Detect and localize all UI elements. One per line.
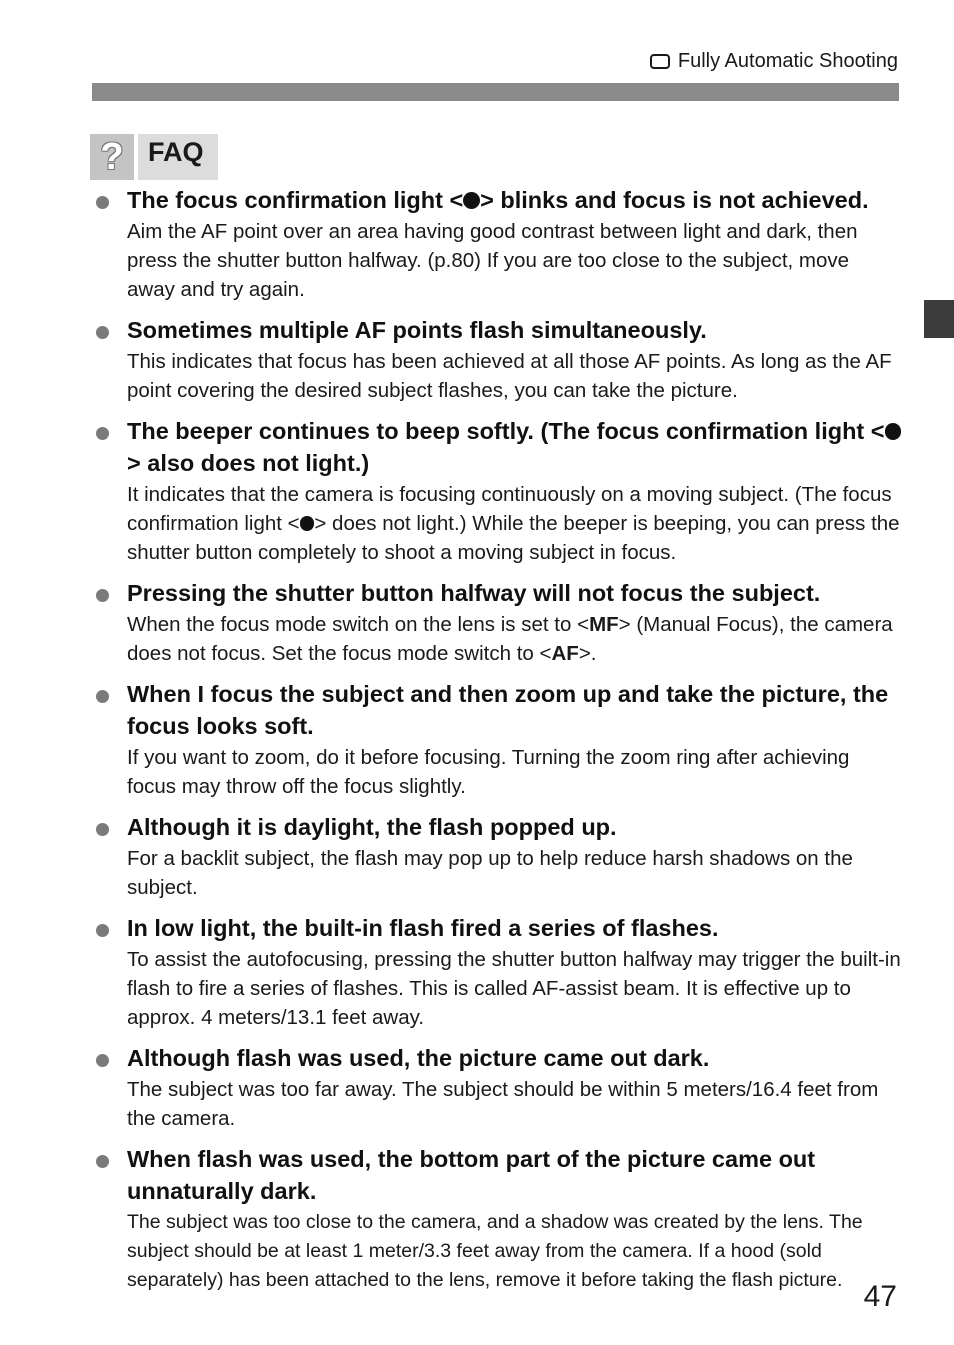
bullet-icon: [96, 924, 109, 937]
faq-item: [96, 811, 902, 902]
faq-answer: This indicates that focus has been achieved at all those AF points. As long as the AF point covering the desired subject flashes, you can take the picture.: [127, 350, 892, 402]
faq-item: [96, 184, 902, 304]
focus-confirmation-light-icon: [463, 192, 480, 209]
faq-question: When I focus the subject and then zoom up and take the picture, the focus looks soft.: [127, 681, 889, 739]
bullet-icon: [96, 823, 109, 836]
faq-item: [96, 1143, 902, 1295]
faq-question: The focus confirmation light < > blinks and focus is not achieved.: [127, 187, 869, 213]
question-mark-icon: ?: [90, 134, 134, 180]
faq-question: Sometimes multiple AF points flash simultaneously.: [127, 317, 707, 343]
header-rule: [92, 83, 899, 101]
faq-answer: For a backlit subject, the flash may pop up to help reduce harsh shadows on the subject.: [127, 847, 853, 899]
bullet-icon: [96, 427, 109, 440]
bullet-icon: [96, 589, 109, 602]
mf-label: MF: [589, 613, 619, 636]
faq-question: When flash was used, the bottom part of the picture came out unnaturally dark.: [127, 1146, 816, 1204]
faq-question: Although it is daylight, the flash popped up.: [127, 814, 617, 840]
faq-item: [96, 912, 902, 1032]
faq-answer: If you want to zoom, do it before focusing. Turning the zoom ring after achieving focus may throw off the focus slightly.: [127, 746, 850, 798]
faq-question: Although flash was used, the picture came out dark.: [127, 1045, 710, 1071]
faq-item: [96, 577, 902, 668]
bullet-icon: [96, 1155, 109, 1168]
page-number: 47: [863, 1280, 897, 1313]
af-label: AF: [551, 642, 579, 665]
faq-item: [96, 415, 902, 567]
bullet-icon: [96, 326, 109, 339]
faq-item: [96, 314, 902, 405]
faq-answer: The subject was too far away. The subject should be within 5 meters/16.4 feet from the camera.: [127, 1078, 879, 1130]
faq-item: [96, 1042, 902, 1133]
faq-question: In low light, the built-in flash fired a series of flashes.: [127, 915, 719, 941]
faq-item: [96, 678, 902, 801]
bullet-icon: [96, 196, 109, 209]
faq-title: FAQ: [138, 134, 218, 180]
faq-answer: It indicates that the camera is focusing continuously on a moving subject. (The focus confirmation light < > does not light.) While the beeper is beeping, you can press the shutter button completely to shoot a moving subject in focus.: [127, 483, 900, 564]
bullet-icon: [96, 1054, 109, 1067]
faq-answer: The subject was too close to the camera, and a shadow was created by the lens. The subject should be at least 1 meter/3.3 feet away from the camera. If a hood (sold separately) has been attached to the lens, remove it before taking the flash picture.: [127, 1211, 863, 1291]
running-header: [650, 50, 898, 73]
full-auto-mode-icon: [650, 54, 670, 69]
faq-answer: Aim the AF point over an area having good contrast between light and dark, then press the shutter button halfway. (p.80) If you are too close to the subject, move away and try again.: [127, 220, 858, 301]
faq-question: Pressing the shutter button halfway will not focus the subject.: [127, 580, 821, 606]
faq-question: The beeper continues to beep softly. (The focus confirmation light <> also does not light.): [127, 415, 902, 479]
faq-list: [96, 184, 902, 1305]
faq-answer: When the focus mode switch on the lens is set to <MF> (Manual Focus), the camera does not focus. Set the focus mode switch to <AF>.: [127, 613, 893, 665]
faq-heading: [90, 134, 218, 180]
faq-answer: To assist the autofocusing, pressing the shutter button halfway may trigger the built-in flash to fire a series of flashes. This is called AF-assist beam. It is effective up to approx. 4 meters/13.1 feet away.: [127, 948, 901, 1029]
bullet-icon: [96, 690, 109, 703]
chapter-tab: [924, 300, 954, 338]
focus-confirmation-light-icon: [300, 516, 315, 531]
focus-confirmation-light-icon: [885, 423, 902, 440]
section-title: Fully Automatic Shooting: [677, 50, 898, 72]
